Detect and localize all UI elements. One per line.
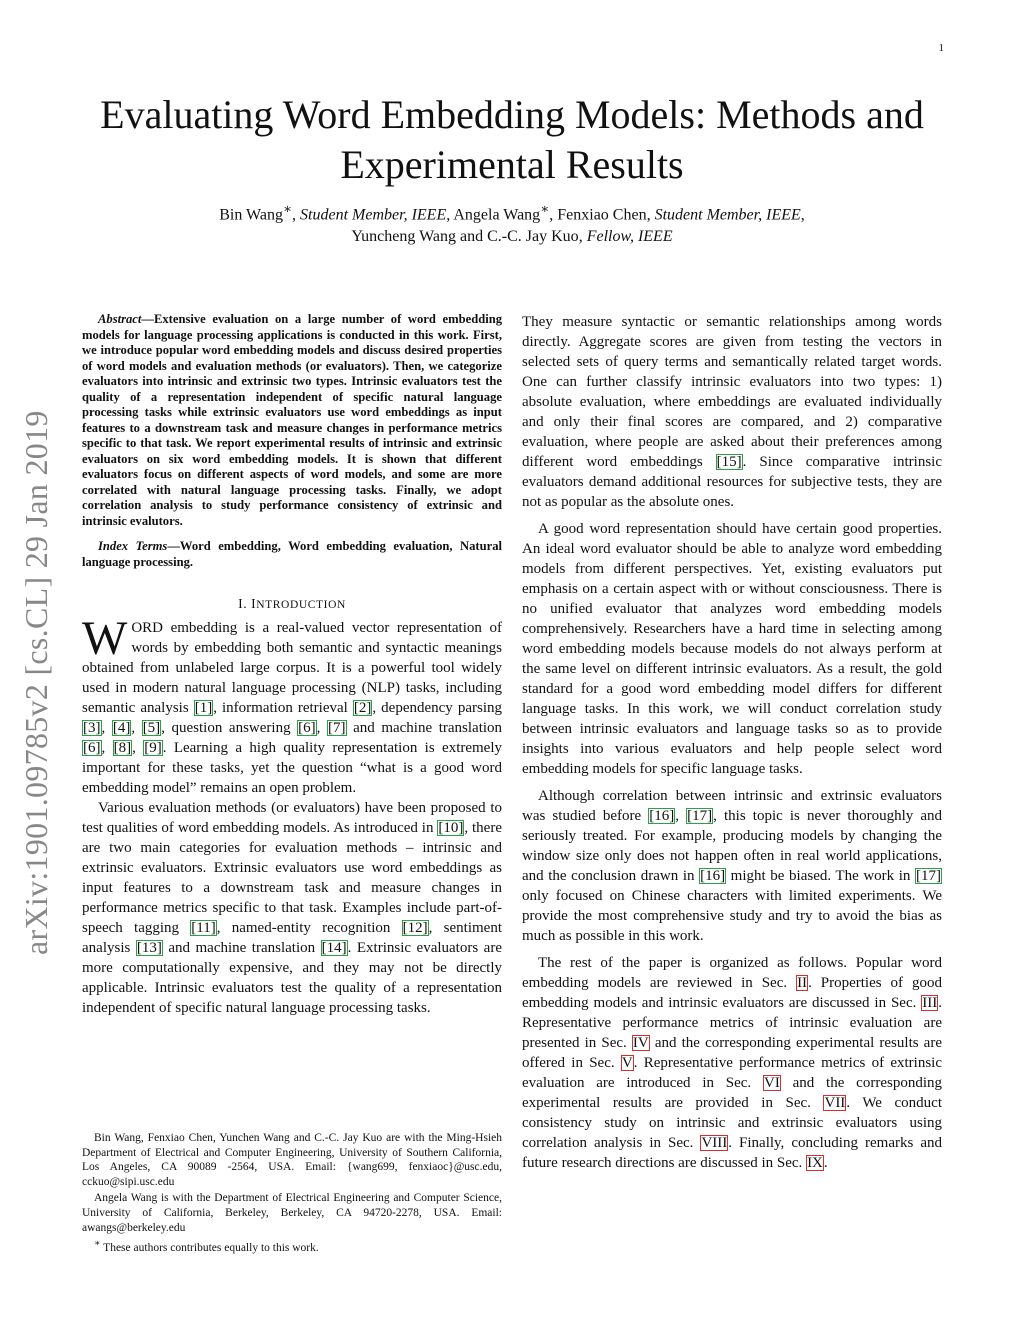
section-link[interactable]: IX: [807, 1155, 823, 1171]
author-name: Angela Wang: [453, 206, 541, 224]
author-membership: Fellow, IEEE: [586, 228, 673, 246]
author-membership: Student Member, IEEE: [654, 206, 801, 224]
section-link[interactable]: V: [621, 1055, 633, 1071]
right-paragraph-2: A good word representation should have certain good properties. An ideal word evaluator should be able to analyze word embedding models from different perspectives. Yet, existing evaluators put emphasis on a certain aspect with or without consciousness. There is no unified evaluator that analyzes word embedding models comprehensively. Researchers have a hard time in selecting among word embedding models because models do not always perform at the same level on different intrinsic evaluators. As a result, the gold standard for a good word embedding model differs for different language tasks. In this work, we will conduct correlation study between intrinsic evaluators and language tasks so as to provide insights into various evaluators and help people select word embedding models for specific language tasks.: [522, 521, 942, 777]
footnote-affiliation-usc: Bin Wang, Fenxiao Chen, Yunchen Wang and C.-C. Jay Kuo are with the Ming-Hsieh Department of Electrical and Computer Engineering, University of Southern California, Los Angeles, CA 90089 -2564, USA. Email: {wang699, fenxiaoc}@usc.edu, cckuo@sipi.usc.edu: [82, 1132, 502, 1188]
section-link[interactable]: VII: [824, 1095, 846, 1111]
abstract: Abstract—Extensive evaluation on a large number of word embedding models for language processing applications is conducted in this work. First, we introduce popular word embedding models and discuss desired properties of word models and evaluation methods (or evaluators). Then, we categorize evaluators into intrinsic and extrinsic two types. Intrinsic evaluators test the quality of a representation independent of specific natural language processing tasks while extrinsic evaluators use word embeddings as input features to a downstream task and measure changes in performance metrics specific to that task. We report experimental results of intrinsic and extrinsic evaluators on six word embedding models. It is shown that different evaluators focus on different aspects of word models, and some are more correlated with natural language processing tasks. Finally, we adopt correlation analysis to study performance consistency of extrinsic and intrinsic evalutors.: [82, 312, 502, 528]
citation-link[interactable]: [6]: [83, 740, 101, 756]
title-line-2: Experimental Results: [340, 142, 684, 187]
citation-link[interactable]: [15]: [716, 454, 742, 470]
citation-link[interactable]: [9]: [144, 740, 162, 756]
citation-link[interactable]: [14]: [321, 940, 347, 956]
paper-title: [60, 90, 964, 190]
citation-link[interactable]: [6]: [298, 720, 316, 736]
section-link[interactable]: IV: [632, 1035, 649, 1051]
drop-cap: W: [82, 612, 128, 665]
page-number: 1: [938, 42, 944, 54]
author-name: Fenxiao Chen: [557, 206, 647, 224]
citation-link[interactable]: [16]: [700, 868, 726, 884]
citation-link[interactable]: [17]: [916, 868, 942, 884]
citation-link[interactable]: [3]: [83, 720, 101, 736]
intro-paragraph-1: WORD embedding is a real-valued vector representation of words by embedding both semantic and syntactic meanings obtained from unlabeled large corpus. It is a powerful tool widely used in modern natural language processing (NLP) tasks, including semantic analysis [1], information retrieval [2], dependency parsing [3], [4], [5], question answering [6], [7] and machine translation [6], [8], [9]. Learning a high quality representation is extremely important for these tasks, yet the question “what is a good word embedding model” remains an open problem.: [82, 612, 503, 796]
intro-paragraph-2: Various evaluation methods (or evaluators) have been proposed to test qualities of word embedding models. As introduced in [10], there are two main categories for evaluation methods – intrinsic and extrinsic evaluators. Extrinsic evaluators use word embeddings as input features to a downstream task and measure changes in performance metrics specific to that task. Examples include part-of-speech tagging [11], named-entity recognition [12], sentiment analysis [13] and machine translation [14]. Extrinsic evaluators are more computationally expensive, and they may not be directly applicable. Intrinsic evaluators test the quality of a representation independent of specific natural language processing tasks.: [82, 800, 502, 1016]
equal-contribution-mark: ∗: [540, 201, 550, 216]
author-name: Yuncheng Wang: [351, 228, 457, 246]
right-paragraph-4: The rest of the paper is organized as follows. Popular word embedding models are reviewed in Sec. II. Properties of good embedding models and intrinsic evaluators are discussed in Sec. III. Representative performance metrics of intrinsic evaluation are presented in Sec. IV and the corresponding experimental results are offered in Sec. V. Representative performance metrics of extrinsic evaluation are introduced in Sec. VI and the corresponding experimental results are provided in Sec. VII. We conduct consistency study on intrinsic and extrinsic evaluators using correlation analysis in Sec. VIII. Finally, concluding remarks and future research directions are discussed in Sec. IX.: [522, 955, 942, 1171]
footnote-affiliation-berkeley: Angela Wang is with the Department of Electrical Engineering and Computer Science, University of California, Berkeley, Berkeley, CA 94720-2278, USA. Email: awangs@berkeley.edu: [82, 1192, 502, 1234]
section-link[interactable]: II: [797, 975, 808, 991]
footnote-equal-contribution: ∗ These authors contributes equally to this work.: [94, 1238, 319, 1254]
right-paragraph-1: They measure syntactic or semantic relationships among words directly. Aggregate scores are given from testing the vectors in selected sets of query terms and semantically related target words. One can further classify intrinsic evaluators into two types: 1) absolute evaluation, where embeddings are evaluated individually and only their final scores are compared, and 2) comparative evaluation, where people are asked about their preferences among different word embeddings [15]. Since comparative intrinsic evaluators demand additional resources for subjective tests, they are not as popular as the absolute ones.: [522, 314, 942, 510]
author-name: C.-C. Jay Kuo: [487, 228, 579, 246]
author-list: Bin Wang∗, Student Member, IEEE, Angela Wang∗, Fenxiao Chen, Student Member, IEEE, Yuncheng Wang and C.-C. Jay Kuo, Fellow, IEEE: [219, 201, 805, 246]
left-column: [82, 312, 502, 1018]
citation-link[interactable]: [13]: [136, 940, 162, 956]
abstract-label: Abstract: [98, 312, 142, 326]
author-membership: Student Member, IEEE: [300, 206, 447, 224]
index-terms: Index Terms—Word embedding, Word embedding evaluation, Natural language processing.: [82, 539, 502, 569]
section-link[interactable]: VI: [763, 1075, 780, 1091]
title-line-1: Evaluating Word Embedding Models: Methods and: [100, 92, 924, 137]
index-terms-label: Index Terms: [98, 539, 168, 553]
footnotes: [82, 1131, 502, 1256]
citation-link[interactable]: [16]: [649, 808, 675, 824]
section-link[interactable]: VIII: [701, 1135, 728, 1151]
citation-link[interactable]: [5]: [142, 720, 161, 736]
citation-link[interactable]: [2]: [353, 700, 372, 716]
citation-link[interactable]: [4]: [112, 720, 131, 736]
equal-contribution-mark: ∗: [282, 201, 293, 216]
citation-link[interactable]: [12]: [402, 920, 428, 936]
section-link[interactable]: III: [922, 995, 938, 1011]
citation-link[interactable]: [11]: [191, 920, 216, 936]
right-paragraph-3: Although correlation between intrinsic and extrinsic evaluators was studied before [16], [17], this topic is never thoroughly and seriously treated. For example, producing models by changing the window size only does not happen often in real world applications, and the conclusion drawn in [16] might be biased. The work in [17] only focused on Chinese characters with limited experiments. We provide the most comprehensive study and try to avoid the bias as much as possible in this work.: [522, 788, 943, 944]
right-column: [522, 312, 942, 1173]
citation-link[interactable]: [17]: [687, 808, 713, 824]
citation-link[interactable]: [1]: [194, 700, 213, 716]
section-heading-introduction: I. INTRODUCTION: [238, 596, 346, 611]
citation-link[interactable]: [10]: [438, 820, 464, 836]
abstract-text: Extensive evaluation on a large number of word embedding models for language processing applications is conducted in this work. First, we introduce popular word embedding models and discuss desired properties of word models and evaluation methods (or evaluators). Then, we categorize evaluators into intrinsic and extrinsic two types. Intrinsic evaluators test the quality of a representation independent of specific natural language processing tasks while extrinsic evaluators use word embeddings as input features to a downstream task and measure changes in performance metrics specific to that task. We report experimental results of intrinsic and extrinsic evaluators on six word embedding models. It is shown that different evaluators focus on different aspects of word models, and some are more correlated with natural language processing tasks. Finally, we adopt correlation analysis to study performance consistency of extrinsic and intrinsic evalutors.: [82, 312, 502, 528]
citation-link[interactable]: [8]: [113, 740, 132, 756]
index-terms-text: Word embedding, Word embedding evaluation, Natural language processing.: [82, 539, 502, 569]
author-name: Bin Wang: [219, 206, 283, 224]
arxiv-identifier-stamp: arXiv:1901.09785v2 [cs.CL] 29 Jan 2019: [18, 410, 54, 955]
citation-link[interactable]: [7]: [328, 720, 346, 736]
